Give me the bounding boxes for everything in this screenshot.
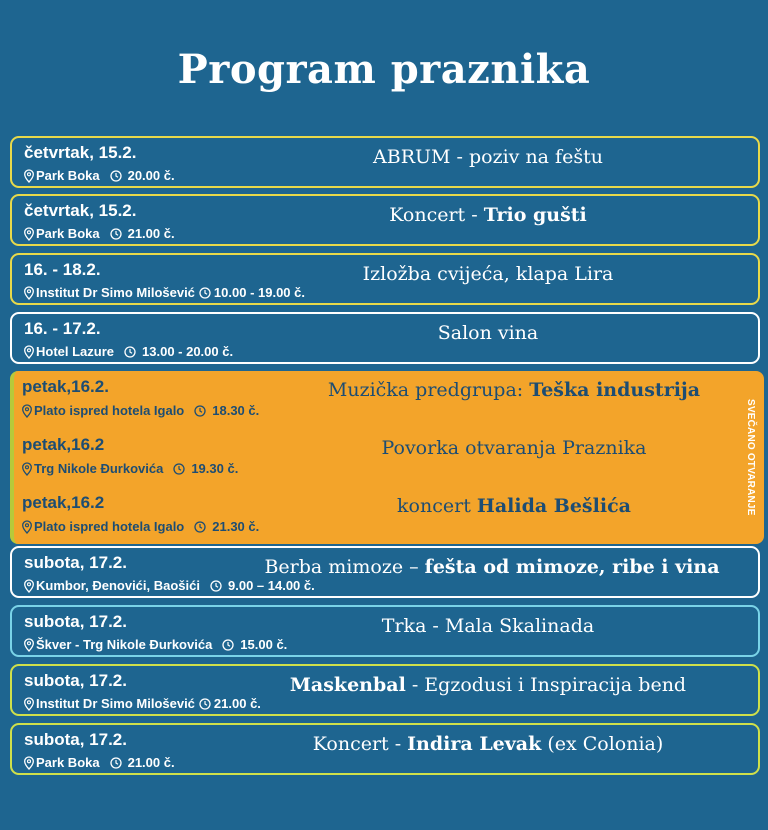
clock-icon <box>194 405 206 417</box>
clock-icon <box>110 228 122 240</box>
event-card <box>10 546 760 598</box>
event-card <box>10 136 760 188</box>
clock-icon <box>124 346 136 358</box>
event-card <box>10 605 760 657</box>
opening-row <box>14 371 734 427</box>
opening-row <box>14 429 734 485</box>
event-venue: Plato ispred hotela Igalo <box>34 519 185 534</box>
event-time: 18.30 č. <box>212 403 260 418</box>
event-venue: Plato ispred hotela Igalo <box>34 403 185 418</box>
event-time: 21.00 č. <box>127 226 175 241</box>
location-pin-icon <box>21 404 33 418</box>
event-time: 9.00 – 14.00 č. <box>228 578 315 593</box>
event-date: petak,16.2. <box>22 377 109 396</box>
location-pin-icon <box>21 462 33 476</box>
event-card <box>10 253 760 305</box>
event-time: 15.00 č. <box>240 637 288 652</box>
location-pin-icon <box>23 345 35 359</box>
event-date: subota, 17.2. <box>24 730 127 749</box>
event-time: 20.00 č. <box>127 168 175 183</box>
event-venue: Park Boka <box>36 755 100 770</box>
event-title: ABRUM - poziv na feštu <box>373 146 603 168</box>
clock-icon <box>199 287 211 299</box>
event-date: subota, 17.2. <box>24 612 127 631</box>
event-venue: Trg Nikole Đurkovića <box>34 461 164 476</box>
event-title: Povorka otvaranja Praznika <box>381 437 647 459</box>
clock-icon <box>194 521 206 533</box>
location-pin-icon <box>21 520 33 534</box>
event-venue: Hotel Lazure <box>36 344 115 359</box>
event-title: Koncert - Indira Levak (ex Colonia) <box>312 733 664 755</box>
event-date: subota, 17.2. <box>24 553 127 572</box>
event-title: Berba mimoze – fešta od mimoze, ribe i vina <box>264 556 720 578</box>
event-meta <box>21 519 259 534</box>
event-venue: Institut Dr Simo Milošević <box>36 696 195 711</box>
event-venue: Institut Dr Simo Milošević <box>36 285 195 300</box>
event-title: Koncert - Trio gušti <box>389 204 587 226</box>
clock-icon <box>210 580 222 592</box>
opening-vertical-label: SVEČANO OTVARANJE <box>745 398 756 516</box>
event-meta <box>23 226 175 241</box>
clock-icon <box>110 170 122 182</box>
clock-icon <box>173 463 185 475</box>
event-meta <box>23 755 175 770</box>
event-meta <box>23 637 287 652</box>
event-meta <box>23 168 175 183</box>
location-pin-icon <box>23 638 35 652</box>
event-meta <box>23 285 305 300</box>
event-meta <box>23 578 315 593</box>
event-venue: Park Boka <box>36 168 100 183</box>
event-title: Muzička predgrupa: Teška industrija <box>327 379 701 401</box>
event-meta <box>21 403 259 418</box>
clock-icon <box>222 639 234 651</box>
location-pin-icon <box>23 227 35 241</box>
location-pin-icon <box>23 169 35 183</box>
event-meta <box>23 344 233 359</box>
location-pin-icon <box>23 579 35 593</box>
page-title: Program praznika <box>177 46 591 93</box>
event-date: petak,16.2 <box>22 435 105 454</box>
event-date: 16. - 18.2. <box>24 260 101 279</box>
event-card <box>10 723 760 775</box>
event-time: 21.00 č. <box>127 755 175 770</box>
event-date: 16. - 17.2. <box>24 319 101 338</box>
event-time: 10.00 - 19.00 č. <box>213 285 305 300</box>
event-meta <box>23 696 261 711</box>
event-time: 21.30 č. <box>212 519 260 534</box>
event-date: četvrtak, 15.2. <box>24 201 137 220</box>
clock-icon <box>110 757 122 769</box>
event-time: 13.00 - 20.00 č. <box>142 344 234 359</box>
opening-row <box>14 487 734 543</box>
event-date: petak,16.2 <box>22 493 105 512</box>
event-title: Izložba cvijeća, klapa Lira <box>362 263 614 285</box>
location-pin-icon <box>23 756 35 770</box>
event-card <box>10 664 760 716</box>
event-venue: Škver - Trg Nikole Đurkovića <box>36 637 213 652</box>
event-venue: Park Boka <box>36 226 100 241</box>
event-venue: Kumbor, Đenovići, Baošići <box>36 578 200 593</box>
clock-icon <box>199 698 211 710</box>
event-title: koncert Halida Bešlića <box>397 495 631 517</box>
location-pin-icon <box>23 286 35 300</box>
location-pin-icon <box>23 697 35 711</box>
event-card <box>10 312 760 364</box>
event-meta <box>21 461 238 476</box>
event-title: Maskenbal - Egzodusi i Inspiracija bend <box>289 674 687 696</box>
event-card <box>10 194 760 246</box>
event-date: subota, 17.2. <box>24 671 127 690</box>
event-title: Trka - Mala Skalinada <box>381 615 595 637</box>
opening-block <box>10 371 764 544</box>
event-date: četvrtak, 15.2. <box>24 143 137 162</box>
event-title: Salon vina <box>437 322 539 344</box>
event-time: 19.30 č. <box>191 461 239 476</box>
event-time: 21.00 č. <box>213 696 261 711</box>
